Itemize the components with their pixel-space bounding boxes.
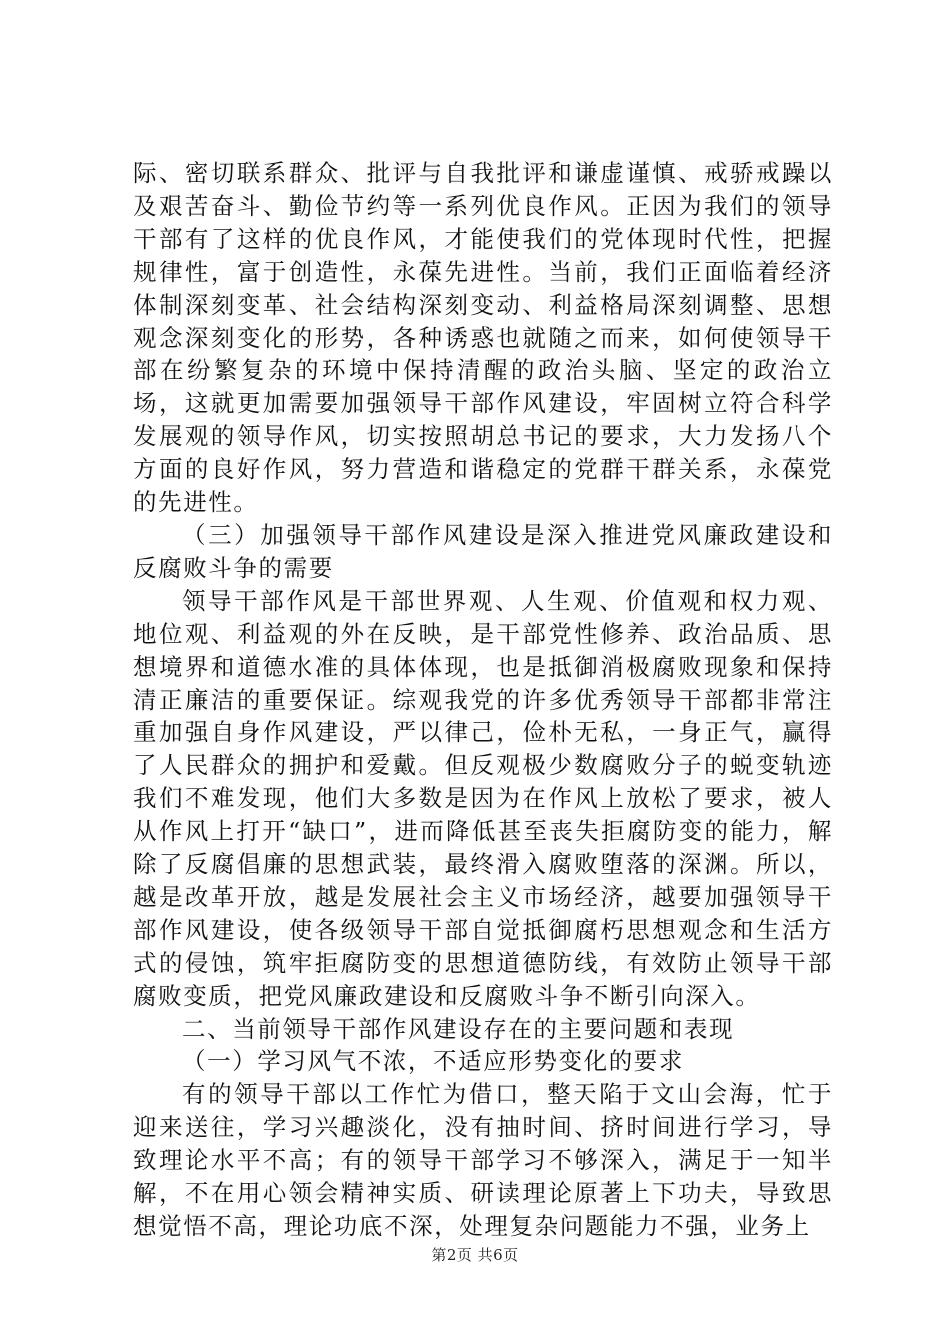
- page-footer: 第2页 共6页: [431, 1246, 519, 1264]
- paragraph-1: 际、密切联系群众、批评与自我批评和谦虚谨慎、戒骄戒躁以及艰苦奋斗、勤俭节约等一系列优良作风。正因为我们的领导干部有了这样的优良作风，才能使我们的党体现时代性，把握规律性，富于创造性，永葆先进性。当前，我们正面临着经济体制深刻变革、社会结构深刻变动、利益格局深刻调整、思想观念深刻变化的形势，各种诱惑也就随之而来，如何使领导干部在纷繁复杂的环境中保持清醒的政治头脑、坚定的政治立场，这就更加需要加强领导干部作风建设，牢固树立符合科学发展观的领导作风，切实按照胡总书记的要求，大力发扬八个方面的良好作风，努力营造和谐稳定的党群干群关系，永葆党的先进性。: [133, 159, 833, 517]
- subsection-heading-1: （一）学习风气不浓，不适应形势变化的要求: [182, 1047, 684, 1076]
- paragraph-2: 领导干部作风是干部世界观、人生观、价值观和权力观、地位观、利益观的外在反映，是干部党性修养、政治品质、思想境界和道德水准的具体体现，也是抵御消极腐败现象和保持清正廉洁的重要保证。综观我党的许多优秀领导干部都非常注重加强自身作风建设，严以律己，俭朴无私，一身正气，赢得了人民群众的拥护和爱戴。但反观极少数腐败分子的蜕变轨迹我们不难发现，他们大多数是因为在作风上放松了要求，被人从作风上打开“缺口”，进而降低甚至丧失拒腐防变的能力，解除了反腐倡廉的思想武装，最终滑入腐败堕落的深渊。所以，越是改革开放，越是发展社会主义市场经济，越要加强领导干部作风建设，使各级领导干部自觉抵御腐朽思想观念和生活方式的侵蚀，筑牢拒腐防变的思想道德防线，有效防止领导干部腐败变质，把党风廉政建设和反腐败斗争不断引向深入。: [133, 586, 833, 1010]
- document-body: [133, 157, 833, 1243]
- paragraph-3: 有的领导干部以工作忙为借口，整天陷于文山会海，忙于迎来送往，学习兴趣淡化，没有抽时间、挤时间进行学习，导致理论水平不高；有的领导干部学习不够深入，满足于一知半解，不在用心领会精神实质、研读理论原著上下功夫，导致思想觉悟不高，理论功底不深，处理复杂问题能力不强，业务上: [133, 1080, 833, 1240]
- section-heading-2: 二、当前领导干部作风建设存在的主要问题和表现: [182, 1014, 735, 1043]
- section-heading-3: （三）加强领导干部作风建设是深入推进党风廉政建设和反腐败斗争的需要: [133, 520, 833, 582]
